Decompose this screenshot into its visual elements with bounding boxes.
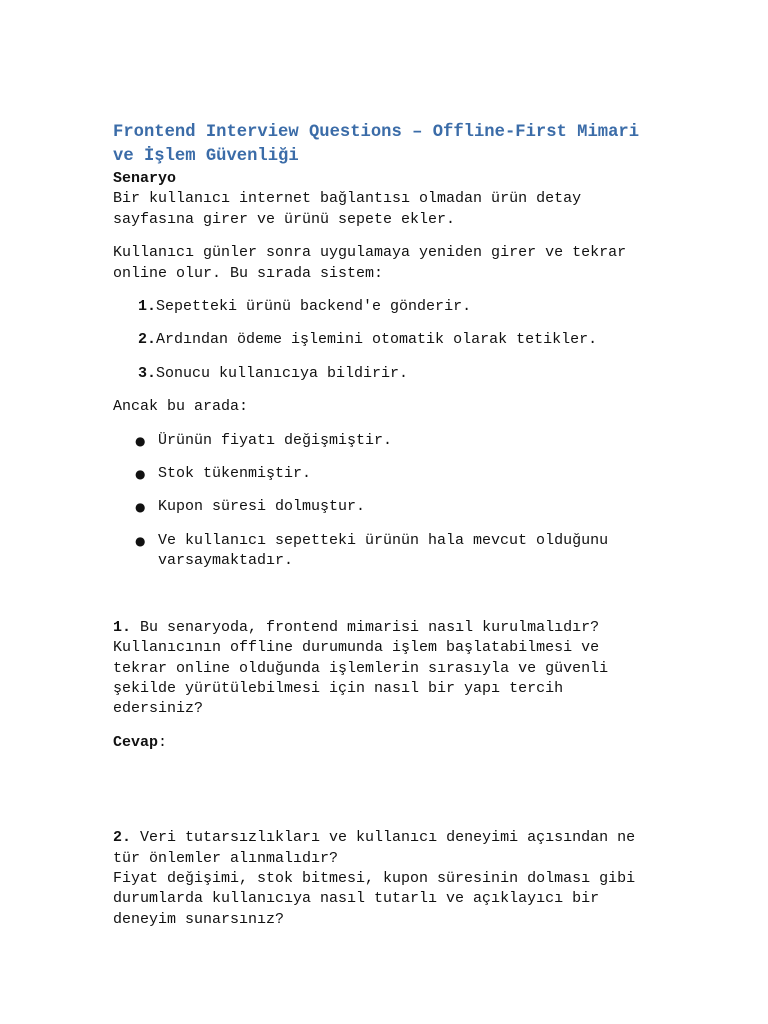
list-item <box>135 464 658 484</box>
spacer <box>113 585 658 618</box>
answer-1 <box>113 733 658 753</box>
list-item <box>135 531 658 572</box>
scenario-heading: Senaryo <box>113 170 177 187</box>
question-number: 2. <box>113 829 132 847</box>
step-text: Sepetteki ürünü backend'e gönderir. <box>156 298 472 316</box>
list-item <box>135 431 658 451</box>
bullet-icon: ● <box>135 433 146 448</box>
bullet-text: Ürünün fiyatı değişmiştir. <box>158 431 393 449</box>
question-text: Veri tutarsızlıkları ve kullanıcı deneyimi açısından ne tür önlemler alınmalıdır? <box>113 829 636 867</box>
step-text: Sonucu kullanıcıya bildirir. <box>156 364 409 382</box>
document-title: Frontend Interview Questions – Offline-First Mimari ve İşlem Güvenliği <box>113 123 640 166</box>
question-text: Bu senaryoda, frontend mimarisi nasıl kurulmalıdır? Kullanıcının offline durumunda işlem başlatabilmesi ve tekrar online olduğunda işlemlerin sırasıyla ve güvenli şekilde yürütülebilmesi için nasıl bir yapı tercih edersiniz? <box>113 618 609 718</box>
document-page <box>113 121 658 943</box>
scenario-paragraph-1: Bir kullanıcı internet bağlantısı olmadan ürün detay sayfasına girer ve ürünü sepete ekler. <box>113 190 582 228</box>
bullet-icon: ● <box>135 500 146 515</box>
however-paragraph: Ancak bu arada: <box>113 398 249 416</box>
bullet-icon: ● <box>135 467 146 482</box>
list-item <box>135 497 658 517</box>
question-number: 1. <box>113 618 132 636</box>
step-number: 2. <box>138 331 157 349</box>
question-1 <box>113 618 658 720</box>
list-item <box>138 364 658 384</box>
answer-label: Cevap <box>113 733 159 751</box>
step-number: 1. <box>138 298 157 316</box>
changes-bullet-list <box>113 431 658 572</box>
bullet-text: Kupon süresi dolmuştur. <box>158 498 366 516</box>
list-item <box>138 297 658 317</box>
answer-colon: : <box>158 733 168 751</box>
scenario-paragraph-2: Kullanıcı günler sonra uygulamaya yeniden girer ve tekrar online olur. Bu sırada sistem: <box>113 244 627 282</box>
bullet-icon: ● <box>135 533 146 548</box>
step-text: Ardından ödeme işlemini otomatik olarak tetikler. <box>156 331 598 349</box>
bullet-text: Stok tükenmiştir. <box>158 465 312 483</box>
question-2 <box>113 828 658 930</box>
list-item <box>138 330 658 350</box>
question-detail: Fiyat değişimi, stok bitmesi, kupon süresinin dolması gibi durumlarda kullanıcıya nasıl tutarlı ve açıklayıcı bir deneyim sunarsınız? <box>113 869 636 928</box>
system-steps-list <box>113 297 658 384</box>
step-number: 3. <box>138 364 157 382</box>
bullet-text: Ve kullanıcı sepetteki ürünün hala mevcut olduğunu varsaymaktadır. <box>158 531 609 570</box>
answer-space <box>113 766 658 828</box>
